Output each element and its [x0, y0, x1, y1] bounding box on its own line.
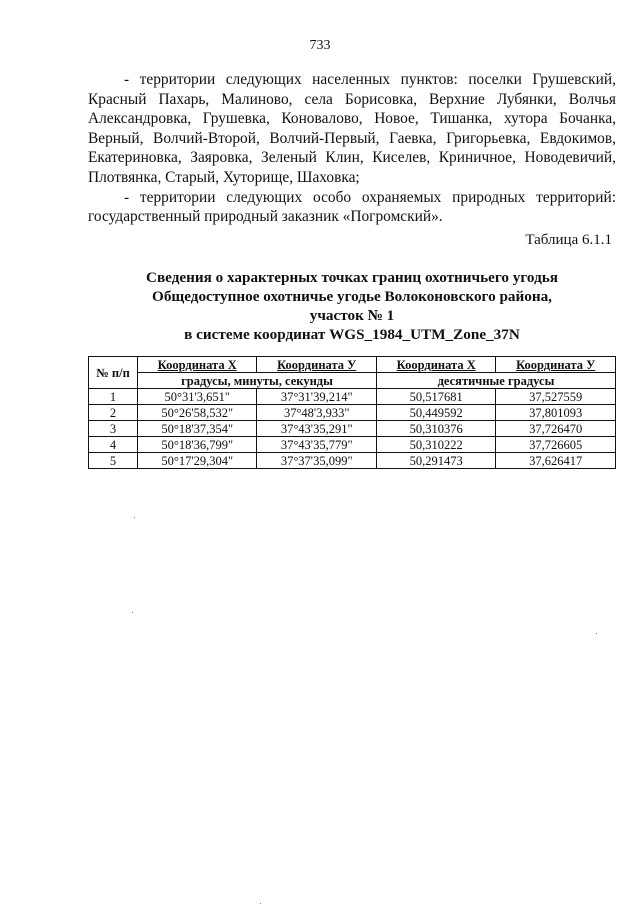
cell-x-decimal: 50,449592	[376, 405, 495, 421]
scan-speck	[260, 903, 261, 904]
body-text	[88, 70, 616, 227]
header-coord-y-dms: Координата У	[257, 357, 377, 373]
scan-speck	[134, 517, 135, 518]
scan-speck	[132, 612, 133, 613]
cell-number: 3	[89, 421, 138, 437]
table-row	[89, 437, 616, 453]
cell-y-decimal: 37,801093	[496, 405, 616, 421]
paragraph-protected-areas: - территории следующих особо охраняемых природных территорий: государственный природный заказник «Погромский».	[88, 188, 616, 226]
cell-y-dms: 37°31'39,214"	[257, 389, 377, 405]
table-row	[89, 389, 616, 405]
header-group-decimal: десятичные градусы	[376, 373, 615, 389]
cell-y-decimal: 37,726605	[496, 437, 616, 453]
cell-x-decimal: 50,310376	[376, 421, 495, 437]
cell-x-dms: 50°18'36,799"	[138, 437, 257, 453]
cell-x-decimal: 50,291473	[376, 453, 495, 469]
coordinates-table	[88, 356, 616, 469]
table-row	[89, 453, 616, 469]
cell-x-dms: 50°31'3,651"	[138, 389, 257, 405]
cell-number: 1	[89, 389, 138, 405]
cell-number: 4	[89, 437, 138, 453]
cell-x-dms: 50°18'37,354"	[138, 421, 257, 437]
cell-y-dms: 37°48'3,933"	[257, 405, 377, 421]
table-subheader-row	[89, 373, 616, 389]
header-coord-y-decimal: Координата У	[496, 357, 616, 373]
cell-number: 5	[89, 453, 138, 469]
header-group-dms: градусы, минуты, секунды	[138, 373, 377, 389]
cell-y-dms: 37°37'35,099"	[257, 453, 377, 469]
cell-x-decimal: 50,310222	[376, 437, 495, 453]
header-coord-x-dms: Координата Х	[138, 357, 257, 373]
cell-x-dms: 50°17'29,304"	[138, 453, 257, 469]
cell-y-dms: 37°43'35,291"	[257, 421, 377, 437]
cell-y-decimal: 37,626417	[496, 453, 616, 469]
table-heading	[88, 268, 616, 344]
scan-speck	[596, 633, 597, 634]
table-header-row	[89, 357, 616, 373]
paragraph-settlements: - территории следующих населенных пунктов: поселки Грушевский, Красный Пахарь, Малиново, села Борисовка, Верхние Лубянки, Волчья Александровка, Грушевка, Коновалово, Новое, Тишанка, хутора Бочанка, Верный, Волчий-Второй, Волчий-Первый, Гаевка, Григорьевка, Евдокимов, Екатериновка, Заяровка, Зеленый Клин, Киселев, Криничное, Новодевичий, Плотвянка, Старый, Хуторище, Шаховка;	[88, 71, 616, 186]
table-row	[89, 405, 616, 421]
table-heading-line: участок № 1	[309, 307, 395, 324]
cell-y-dms: 37°43'35,779"	[257, 437, 377, 453]
cell-number: 2	[89, 405, 138, 421]
cell-y-decimal: 37,726470	[496, 421, 616, 437]
table-caption: Таблица 6.1.1	[525, 232, 612, 248]
table-heading-line: Общедоступное охотничье угодье Волоконовского района,	[152, 288, 552, 305]
header-row-number: № п/п	[89, 357, 138, 389]
table-heading-line: Сведения о характерных точках границ охотничьего угодья	[145, 269, 558, 286]
cell-x-dms: 50°26'58,532"	[138, 405, 257, 421]
page-number: 733	[309, 38, 331, 53]
table-row	[89, 421, 616, 437]
table-heading-line: в системе координат WGS_1984_UTM_Zone_37N	[184, 326, 520, 343]
cell-y-decimal: 37,527559	[496, 389, 616, 405]
header-coord-x-decimal: Координата Х	[376, 357, 495, 373]
cell-x-decimal: 50,517681	[376, 389, 495, 405]
